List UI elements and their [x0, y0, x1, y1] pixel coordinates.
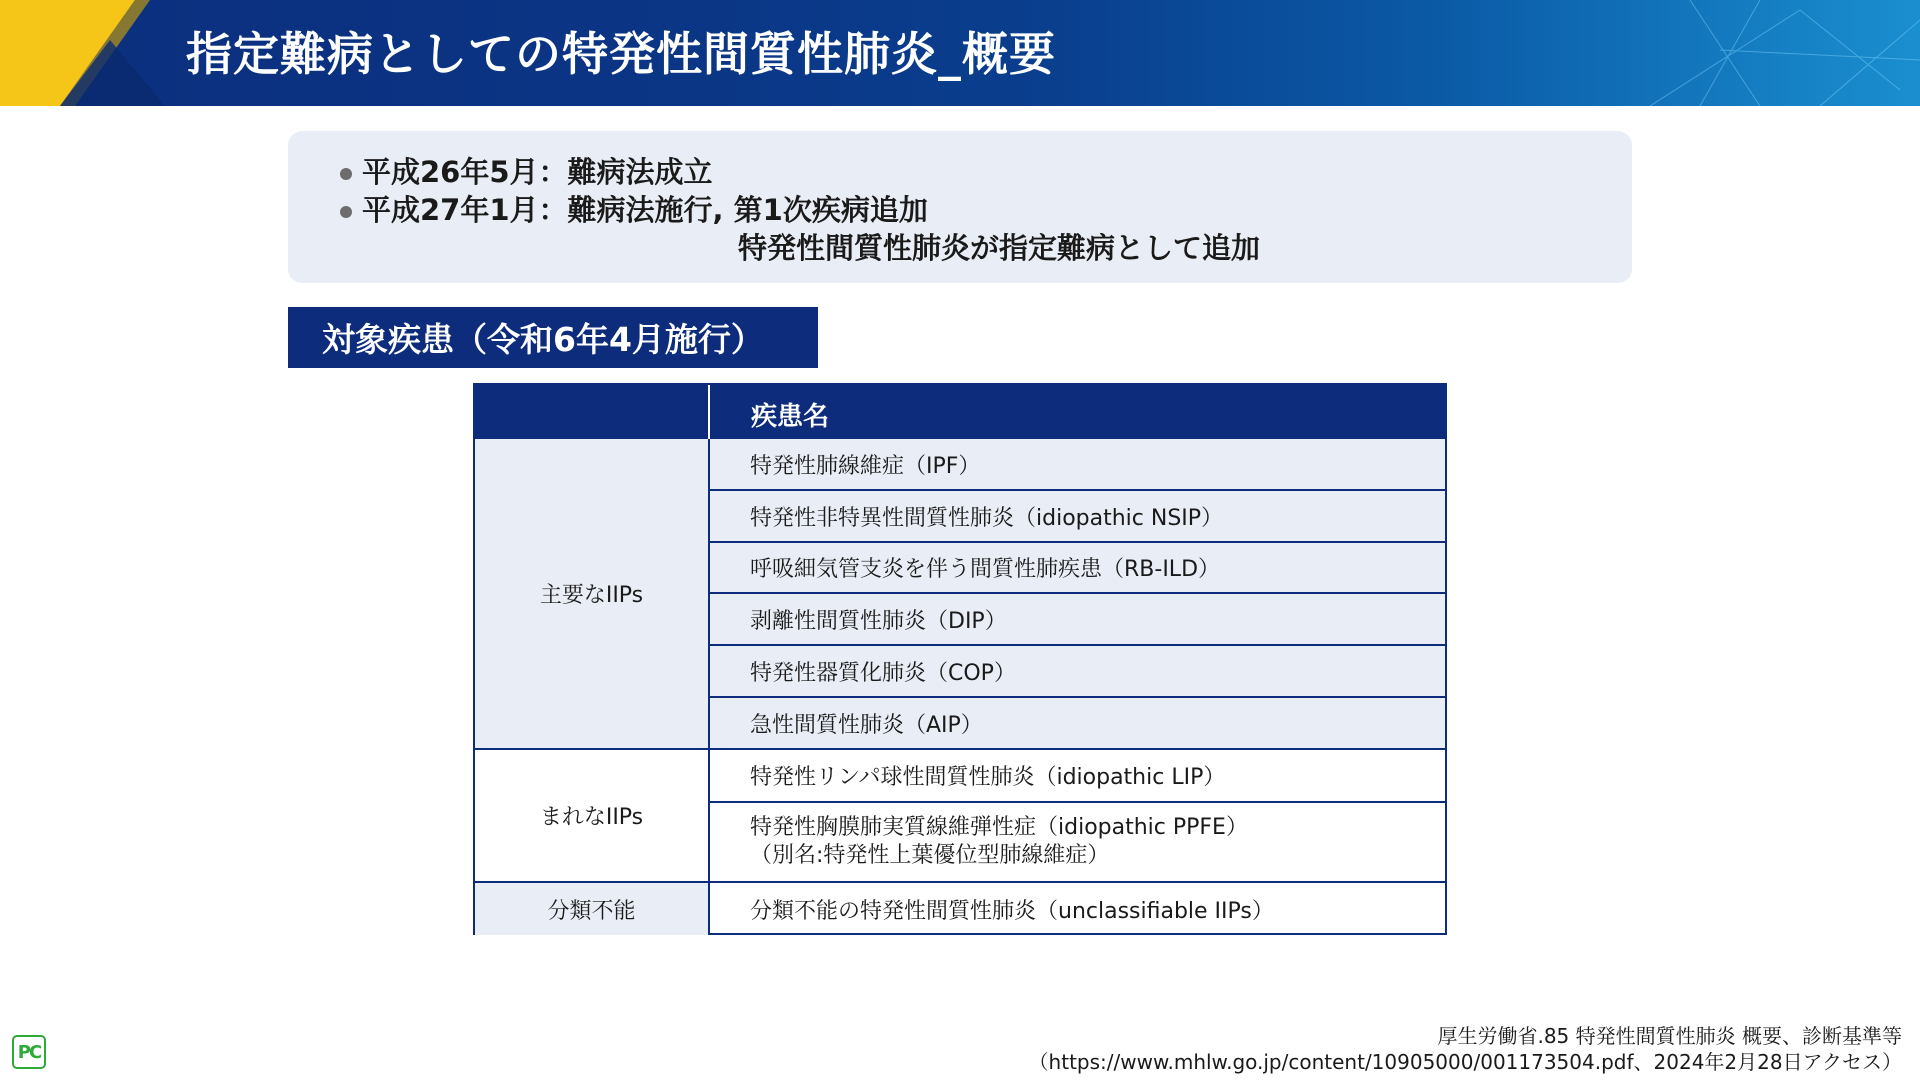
category-unclassifiable	[475, 883, 710, 935]
history-line-1: 平成26年5月：難病法成立	[362, 155, 713, 189]
table-header	[475, 385, 1445, 439]
bullet-icon	[340, 206, 352, 218]
disease-name: 特発性リンパ球性間質性肺炎（idiopathic LIP）	[750, 765, 1226, 790]
history-line-3: 特発性間質性肺炎が指定難病として追加	[738, 231, 1261, 265]
section-label: 対象疾患（令和6年4月施行）	[288, 307, 818, 368]
table-row	[710, 646, 1445, 698]
brand-logo: PC	[12, 1035, 46, 1069]
history-line-2: 平成27年1月：難病法施行, 第1次疾病追加	[362, 193, 928, 227]
disease-name: 呼吸細気管支炎を伴う間質性肺疾患（RB-ILD）	[750, 557, 1221, 582]
disease-name: 分類不能の特発性間質性肺炎（unclassifiable IIPs）	[750, 898, 1274, 924]
table-row	[710, 883, 1445, 935]
category-rare-iips	[475, 750, 710, 883]
table-row	[710, 803, 1445, 883]
reference-line-2: （https://www.mhlw.go.jp/content/10905000/001173504.pdf、2024年2月28日アクセス）	[1028, 1050, 1902, 1074]
bullet-icon	[340, 168, 352, 180]
page-title: 指定難病としての特発性間質性肺炎_概要	[186, 27, 1056, 81]
history-info-box	[288, 131, 1632, 283]
disease-name: 剥離性間質性肺炎（DIP）	[750, 608, 1007, 634]
header-divider	[708, 385, 710, 439]
disease-name: 特発性肺線維症（IPF）	[750, 453, 981, 479]
category-label: 主要なIIPs	[539, 583, 644, 608]
table-row	[710, 543, 1445, 594]
disease-name: 特発性胸膜肺実質線維弾性症（idiopathic PPFE）	[750, 815, 1248, 840]
category-label: まれなIIPs	[539, 805, 644, 830]
disease-name: 特発性器質化肺炎（COP）	[750, 660, 1016, 686]
table-row	[710, 594, 1445, 646]
table-header-disease-name: 疾患名	[751, 402, 830, 432]
category-label: 分類不能	[547, 898, 636, 924]
header-banner	[0, 0, 1920, 106]
disease-alias: （別名:特発性上葉優位型肺線維症）	[750, 843, 1110, 868]
reference-line-1: 厚生労働省.85 特発性間質性肺炎 概要、診断基準等	[1437, 1024, 1902, 1048]
disease-name: 急性間質性肺炎（AIP）	[750, 712, 983, 738]
table-row	[710, 698, 1445, 750]
category-major-iips	[475, 439, 710, 750]
table-row	[710, 439, 1445, 491]
disease-table	[473, 383, 1447, 935]
disease-name: 特発性非特異性間質性肺炎（idiopathic NSIP）	[750, 505, 1224, 531]
table-row	[710, 491, 1445, 543]
table-row	[710, 750, 1445, 803]
